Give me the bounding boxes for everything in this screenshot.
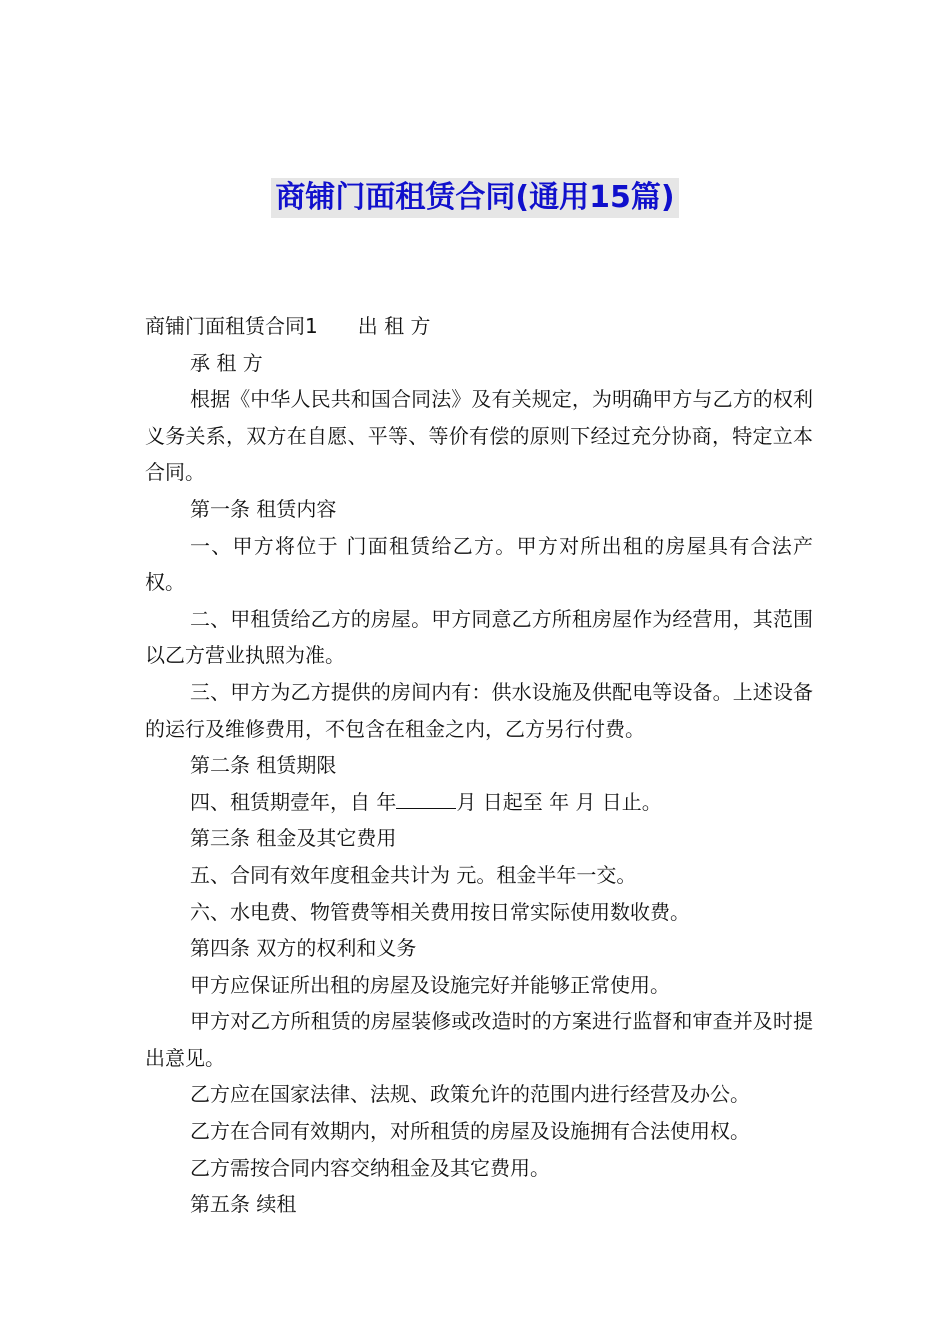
document-body	[145, 308, 813, 1223]
obligation-5: 乙方需按合同内容交纳租金及其它费用。	[190, 1155, 550, 1180]
document-title-wrap	[0, 178, 950, 218]
document-title: 商铺门面租赁合同(通用15篇)	[271, 178, 678, 218]
article-5-heading: 第五条 续租	[190, 1192, 297, 1217]
clause-4	[145, 784, 813, 821]
paragraph-preamble: 根据《中华人民共和国合同法》及有关规定，为明确甲方与乙方的权利义务关系，双方在自愿、平等、等价有偿的原则下经过充分协商，特定立本合同。	[145, 387, 813, 485]
clause-4-after: 月 日起至 年 月 日止。	[456, 789, 662, 814]
clause-3: 三、甲方为乙方提供的房间内有：供水设施及供配电等设备。上述设备的运行及维修费用，不包含在租金之内，乙方另行付费。	[145, 679, 813, 741]
paragraph-lessee: 承 租 方	[190, 350, 263, 375]
article-2-heading: 第二条 租赁期限	[190, 753, 337, 778]
paragraph-heading-line: 商铺门面租赁合同1 出 租 方	[145, 314, 431, 338]
obligation-4: 乙方在合同有效期内，对所租赁的房屋及设施拥有合法使用权。	[190, 1119, 750, 1144]
clause-4-before: 四、租赁期壹年，自 年	[190, 789, 397, 814]
clause-2: 二、甲租赁给乙方的房屋。甲方同意乙方所租房屋作为经营用，其范围以乙方营业执照为准。	[145, 606, 813, 668]
article-3-heading: 第三条 租金及其它费用	[190, 826, 397, 851]
fill-in-blank	[396, 790, 456, 809]
clause-5: 五、合同有效年度租金共计为 元。租金半年一交。	[190, 862, 637, 887]
article-4-heading: 第四条 双方的权利和义务	[190, 936, 417, 961]
obligation-3: 乙方应在国家法律、法规、政策允许的范围内进行经营及办公。	[190, 1082, 750, 1107]
clause-1: 一、甲方将位于 门面租赁给乙方。甲方对所出租的房屋具有合法产权。	[145, 533, 813, 595]
obligation-2: 甲方对乙方所租赁的房屋装修或改造时的方案进行监督和审查并及时提出意见。	[145, 1009, 813, 1070]
article-1-heading: 第一条 租赁内容	[190, 496, 337, 521]
clause-6: 六、水电费、物管费等相关费用按日常实际使用数收费。	[190, 899, 690, 924]
obligation-1: 甲方应保证所出租的房屋及设施完好并能够正常使用。	[190, 972, 670, 997]
